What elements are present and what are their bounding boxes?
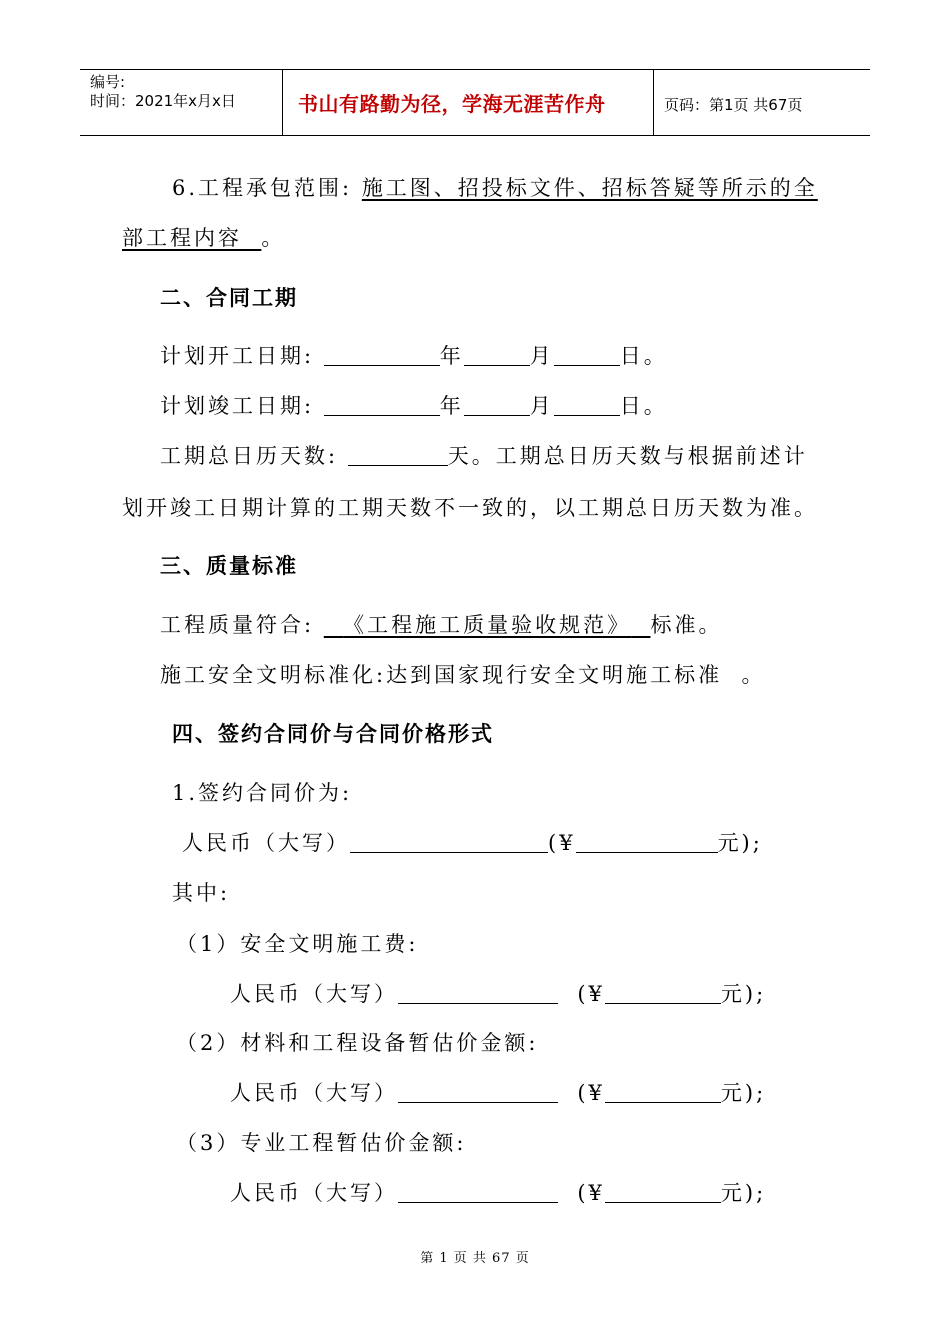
plan-end-label: 计划竣工日期: — [160, 394, 315, 418]
yen-amount-blank — [576, 832, 718, 853]
rmb-words-blank — [398, 1082, 558, 1103]
plan-end-line — [160, 390, 668, 420]
total-days-label: 工期总日历天数: — [160, 444, 339, 468]
plan-start-year-blank — [324, 345, 440, 366]
header-divider-1 — [282, 69, 283, 135]
month-label: 月 — [529, 344, 554, 368]
yen-amount-blank — [605, 983, 721, 1004]
header-number-label: 编号: — [90, 73, 126, 91]
section3-title: 三、质量标准 — [160, 554, 298, 578]
quality-value: 《工程施工质量验收规范》 — [343, 613, 632, 637]
header-divider-2 — [653, 69, 654, 135]
yen-amount-blank — [605, 1082, 721, 1103]
yen-open: (¥ — [577, 1181, 605, 1205]
scope-value-2-pad — [242, 226, 261, 250]
yen-open: (¥ — [577, 982, 605, 1006]
total-days-line — [160, 440, 808, 470]
item1-label: （1）安全文明施工费: — [176, 932, 419, 956]
header-motto: 书山有路勤为径，学海无涯苦作舟 — [298, 92, 606, 116]
yen-open: (¥ — [548, 831, 576, 855]
day-label: 日。 — [619, 344, 668, 368]
yen-amount-blank — [605, 1182, 721, 1203]
yuan-close: 元); — [720, 1181, 767, 1205]
contract-price-label: 1.签约合同价为: — [172, 781, 353, 805]
item2-rmb-line — [230, 1077, 766, 1107]
page-footer: 第 1 页 共 67 页 — [420, 1251, 530, 1266]
safety-label: 施工安全文明标准化: — [160, 663, 387, 687]
rmb-label: 人民币（大写） — [230, 1081, 398, 1105]
item3-label: （3）专业工程暂估价金额: — [176, 1131, 467, 1155]
header-page-code: 页码：第1页 共67页 — [664, 96, 803, 114]
header-top-rule — [80, 69, 870, 70]
rmb-label: 人民币（大写） — [230, 982, 398, 1006]
rmb-words-blank — [350, 832, 548, 853]
plan-start-line — [160, 340, 668, 370]
rmb-label: 人民币（大写） — [230, 1181, 398, 1205]
item1-rmb-line — [230, 978, 766, 1008]
yen-open: (¥ — [577, 1081, 605, 1105]
scope-end: 。 — [261, 226, 286, 250]
scope-line-1 — [172, 172, 818, 202]
yuan-close: 元); — [720, 1081, 767, 1105]
year-label: 年 — [439, 394, 464, 418]
total-days-blank — [348, 445, 448, 466]
month-label: 月 — [529, 394, 554, 418]
header-time: 时间：2021年x月x日 — [90, 92, 236, 110]
plan-end-year-blank — [324, 395, 440, 416]
safety-end: 。 — [741, 663, 766, 687]
among-label: 其中: — [172, 881, 231, 905]
quality-suffix: 标准。 — [650, 613, 723, 637]
scope-value-2: 部工程内容 — [122, 226, 242, 250]
total-days-suffix: 天。工期总日历天数与根据前述计 — [447, 444, 808, 468]
plan-start-day-blank — [554, 345, 620, 366]
quality-label: 工程质量符合: — [160, 613, 315, 637]
plan-end-month-blank — [464, 395, 530, 416]
rmb-label: 人民币（大写） — [182, 831, 350, 855]
safety-line — [160, 659, 765, 689]
total-days-line-2: 划开竣工日期计算的工期天数不一致的，以工期总日历天数为准。 — [122, 496, 818, 520]
day-label: 日。 — [619, 394, 668, 418]
item3-rmb-line — [230, 1177, 766, 1207]
yuan-close: 元); — [720, 982, 767, 1006]
scope-label: 6.工程承包范围: — [172, 176, 353, 200]
year-label: 年 — [439, 344, 464, 368]
rmb-words-blank — [398, 983, 558, 1004]
item2-label: （2）材料和工程设备暂估价金额: — [176, 1031, 539, 1055]
scope-line-2 — [122, 222, 285, 252]
plan-end-day-blank — [554, 395, 620, 416]
yuan-close: 元); — [717, 831, 763, 855]
safety-value: 达到国家现行安全文明施工标准 — [386, 663, 723, 687]
section2-title: 二、合同工期 — [160, 286, 298, 310]
contract-price-rmb-line — [182, 827, 763, 857]
rmb-words-blank — [398, 1182, 558, 1203]
scope-value-1: 施工图、招投标文件、招标答疑等所示的全 — [361, 176, 818, 200]
quality-line — [160, 609, 722, 639]
header-bottom-rule — [80, 135, 870, 136]
plan-start-label: 计划开工日期: — [160, 344, 315, 368]
plan-start-month-blank — [464, 345, 530, 366]
section4-title: 四、签约合同价与合同价格形式 — [172, 722, 494, 746]
